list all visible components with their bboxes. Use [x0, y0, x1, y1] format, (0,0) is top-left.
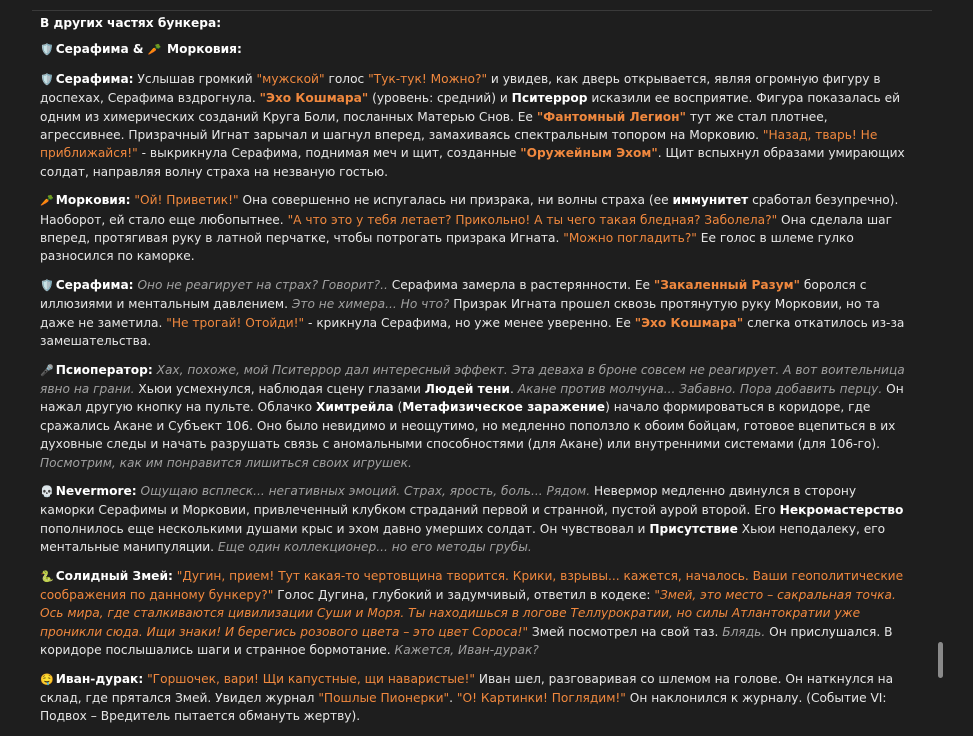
text-span: "Дугин, прием! Тут какая-то чертовщина творится. Крики, взрывы... кажется, началось. Ваши геополитические соображения по данному бункеру?": [40, 568, 904, 602]
text-span: "Эхо Кошмара": [259, 91, 369, 106]
text-span: Морковия:: [55, 193, 131, 208]
text-span: "Горшочек, вари! Щи капустные, щи наваристые!": [147, 671, 475, 686]
shield-icon: 🛡️: [40, 72, 54, 86]
text-span: "Ой! Приветик!": [134, 193, 239, 208]
text-span: (уровень: средний) и: [368, 91, 512, 106]
text-span: "Оружейным Эхом": [520, 146, 658, 161]
text-span: "мужской": [256, 71, 325, 86]
text-span: "Можно погладить?": [563, 231, 697, 246]
text-span: Оно не реагирует на страх? Говорит?..: [137, 277, 388, 292]
snake-icon: 🐍: [40, 569, 54, 583]
text-span: . Щит вспыхнул образами умирающих солдат, направляя волну страха на незваную гостью.: [40, 146, 905, 179]
text-span: Она совершенно не испугалась ни призрака, ни волны страха (ее: [238, 193, 673, 208]
text-span: Иван шел, разговаривая со шлемом на голове. Он наткнулся на склад, где прятался Змей. Увидел журнал: [40, 671, 894, 705]
text-span: голос: [324, 71, 369, 86]
text-span: Голос Дугина, глубокий и задумчивый, ответил в кодеке:: [273, 587, 655, 602]
paragraph-serafima-1: [40, 70, 908, 181]
carrot-icon: 🥕: [40, 194, 54, 208]
text-span: Солидный Змей:: [55, 568, 173, 583]
text-span: Ее голос в шлеме гулко разносился по каморке.: [40, 231, 854, 264]
text-span: Серафима &: [55, 42, 144, 57]
paragraph-serafima-2: [40, 276, 908, 351]
text-span: "Пошлые Пионерки": [318, 691, 450, 705]
text-span: Акане против молчуна... Забавно. Пора добавить перцу.: [517, 381, 883, 396]
shield-icon: 🛡️: [40, 43, 54, 57]
paragraph-ivan: [40, 670, 908, 726]
text-span: и увидев, как дверь открывается, являя огромную фигуру в доспехах, Серафима вздрогнула.: [40, 71, 881, 106]
text-span: Еще один коллекционер... но его методы грубы.: [217, 540, 532, 555]
text-span: Метафизическое заражение: [402, 400, 606, 415]
text-span: пополнилось еще несколькими душами крыс и эхом давно умерших солдат. Он чувствовал и: [40, 521, 650, 536]
text-span: Призрак Игната прошел сквозь протянутую руку Морковии, но та даже не заметила.: [40, 297, 880, 330]
text-span: Серафима:: [55, 71, 134, 86]
text-span: тут же стал плотнее, агрессивнее. Призрачный Игнат зарычал и шагнул вперед, замахиваясь спектральным топором на Морковию.: [40, 109, 828, 143]
text-span: - выкрикнула Серафима, поднимая меч и щит, созданные: [137, 146, 521, 161]
text-span: "Фантомный Легион": [536, 109, 686, 124]
text-span: Иван-дурак:: [55, 671, 144, 686]
text-span: Присутствие: [649, 521, 738, 536]
text-span: Змей посмотрел на свой таз.: [528, 624, 723, 639]
text-span: Химтрейла: [315, 400, 394, 415]
skull-icon: 💀: [40, 484, 54, 498]
text-span: Невермор медленно двинулся в сторону каморки Серафимы и Морковии, привлеченный клубком страданий первой и странной, пустой аурой второй. Его: [40, 483, 857, 518]
text-span: Некромастерство: [779, 503, 904, 518]
carrot-icon: 🥕: [147, 43, 162, 57]
text-span: Она сделала шаг вперед, протягивая руку в латной перчатке, чтобы потрогать призрака Игната.: [40, 212, 893, 246]
text-span: "Эхо Кошмара": [634, 315, 744, 330]
text-span: "Змей, это место – сакральная точка. Ось мира, где сталкиваются цивилизации Суши и Моря. Ты находишься в логове Теллурократии, но силы Атлантократии уже проникли сюда. Ищи знаки! И берегись розового цвета – это цвет Сороса!": [40, 587, 896, 639]
text-span: Он нажал другую кнопку на пульте. Облачко: [40, 381, 904, 415]
text-span: Блядь.: [722, 624, 766, 639]
section-title: В других частях бункера:: [40, 16, 222, 30]
shield-icon: 🛡️: [40, 278, 54, 292]
text-span: ) начало формироваться в коридоре, где сражались Акане и Субъект 106. Оно было невидимо и неощутимо, но медленно поползло к обоим бойцам, готовое вцепиться в их духовные следы и начать разрушать связь с аномальными способностями (для Акане) или внутренними системами (для 106-го).: [40, 400, 896, 452]
text-span: Хьюи неподалеку, его ментальные манипуляции.: [40, 521, 886, 555]
drooling-face-icon: 🤤: [40, 672, 54, 686]
text-span: "Назад, тварь! Не приближайся!": [40, 128, 878, 161]
text-span: слегка откатилось из-за замешательства.: [40, 315, 905, 349]
paragraph-morkovia: [40, 191, 908, 266]
text-span: Кажется, Иван-дурак?: [394, 643, 539, 658]
text-span: Ощущаю всплеск... негативных эмоций. Страх, ярость, боль... Рядом.: [140, 483, 591, 498]
text-span: "Тук-тук! Можно?": [368, 71, 488, 86]
paragraph-snake: [40, 567, 908, 660]
text-span: Это не химера... Но что?: [291, 297, 450, 312]
text-span: "Закаленный Разум": [653, 277, 800, 292]
text-span: боролся с иллюзиями и ментальным давлением.: [40, 277, 867, 312]
text-span: Людей тени: [424, 381, 510, 396]
paragraph-nevermore: [40, 482, 908, 557]
text-span: "О! Картинки! Поглядим!": [456, 691, 626, 705]
scrollbar-thumb[interactable]: [938, 642, 943, 678]
text-span: Псиоператор:: [55, 362, 153, 377]
top-divider: [32, 10, 932, 11]
text-span: Посмотрим, как им понравится лишиться своих игрушек.: [40, 455, 412, 470]
message-content: [40, 14, 908, 736]
text-span: Серафима:: [55, 277, 134, 292]
text-span: Хьюи усмехнулся, наблюдая сцену глазами: [134, 381, 425, 396]
text-span: Услышав громкий: [133, 71, 257, 86]
text-span: - крикнула Серафима, но уже менее уверенно. Ее: [304, 315, 635, 330]
text-span: "А что это у тебя летает? Прикольно! А ты чего такая бледная? Заболела?": [287, 212, 778, 227]
text-span: (: [393, 400, 403, 415]
text-span: исказили ее восприятие. Фигура показалась ей одним из химерических созданий Круга Боли, посланных Матерью Снов. Ее: [40, 91, 900, 124]
microphone-icon: 🎤: [40, 363, 54, 377]
text-span: сработал безупречно). Наоборот, ей стало еще любопытнее.: [40, 193, 899, 227]
text-span: .: [509, 381, 518, 396]
text-span: Пситеррор: [511, 91, 588, 106]
text-span: Nevermore:: [55, 483, 137, 498]
section-heading: [40, 40, 908, 59]
text-span: Серафима замерла в растерянности. Ее: [387, 277, 654, 292]
text-span: "Не трогай! Отойди!": [166, 315, 305, 330]
text-span: Он прислушался. В коридоре послышались шаги и странное бормотание.: [40, 624, 893, 658]
text-span: Он наклонился к журналу. (Событие VI: Подвох – Вредитель пытается обмануть жертву).: [40, 691, 887, 724]
text-span: Хах, похоже, мой Пситеррор дал интересный эффект. Эта деваха в броне совсем не реагирует. А вот воительница явно на грани.: [40, 362, 905, 396]
text-span: Морковия:: [167, 42, 242, 57]
paragraph-psioperator: [40, 361, 908, 472]
text-span: иммунитет: [672, 193, 749, 208]
text-span: .: [449, 691, 457, 705]
